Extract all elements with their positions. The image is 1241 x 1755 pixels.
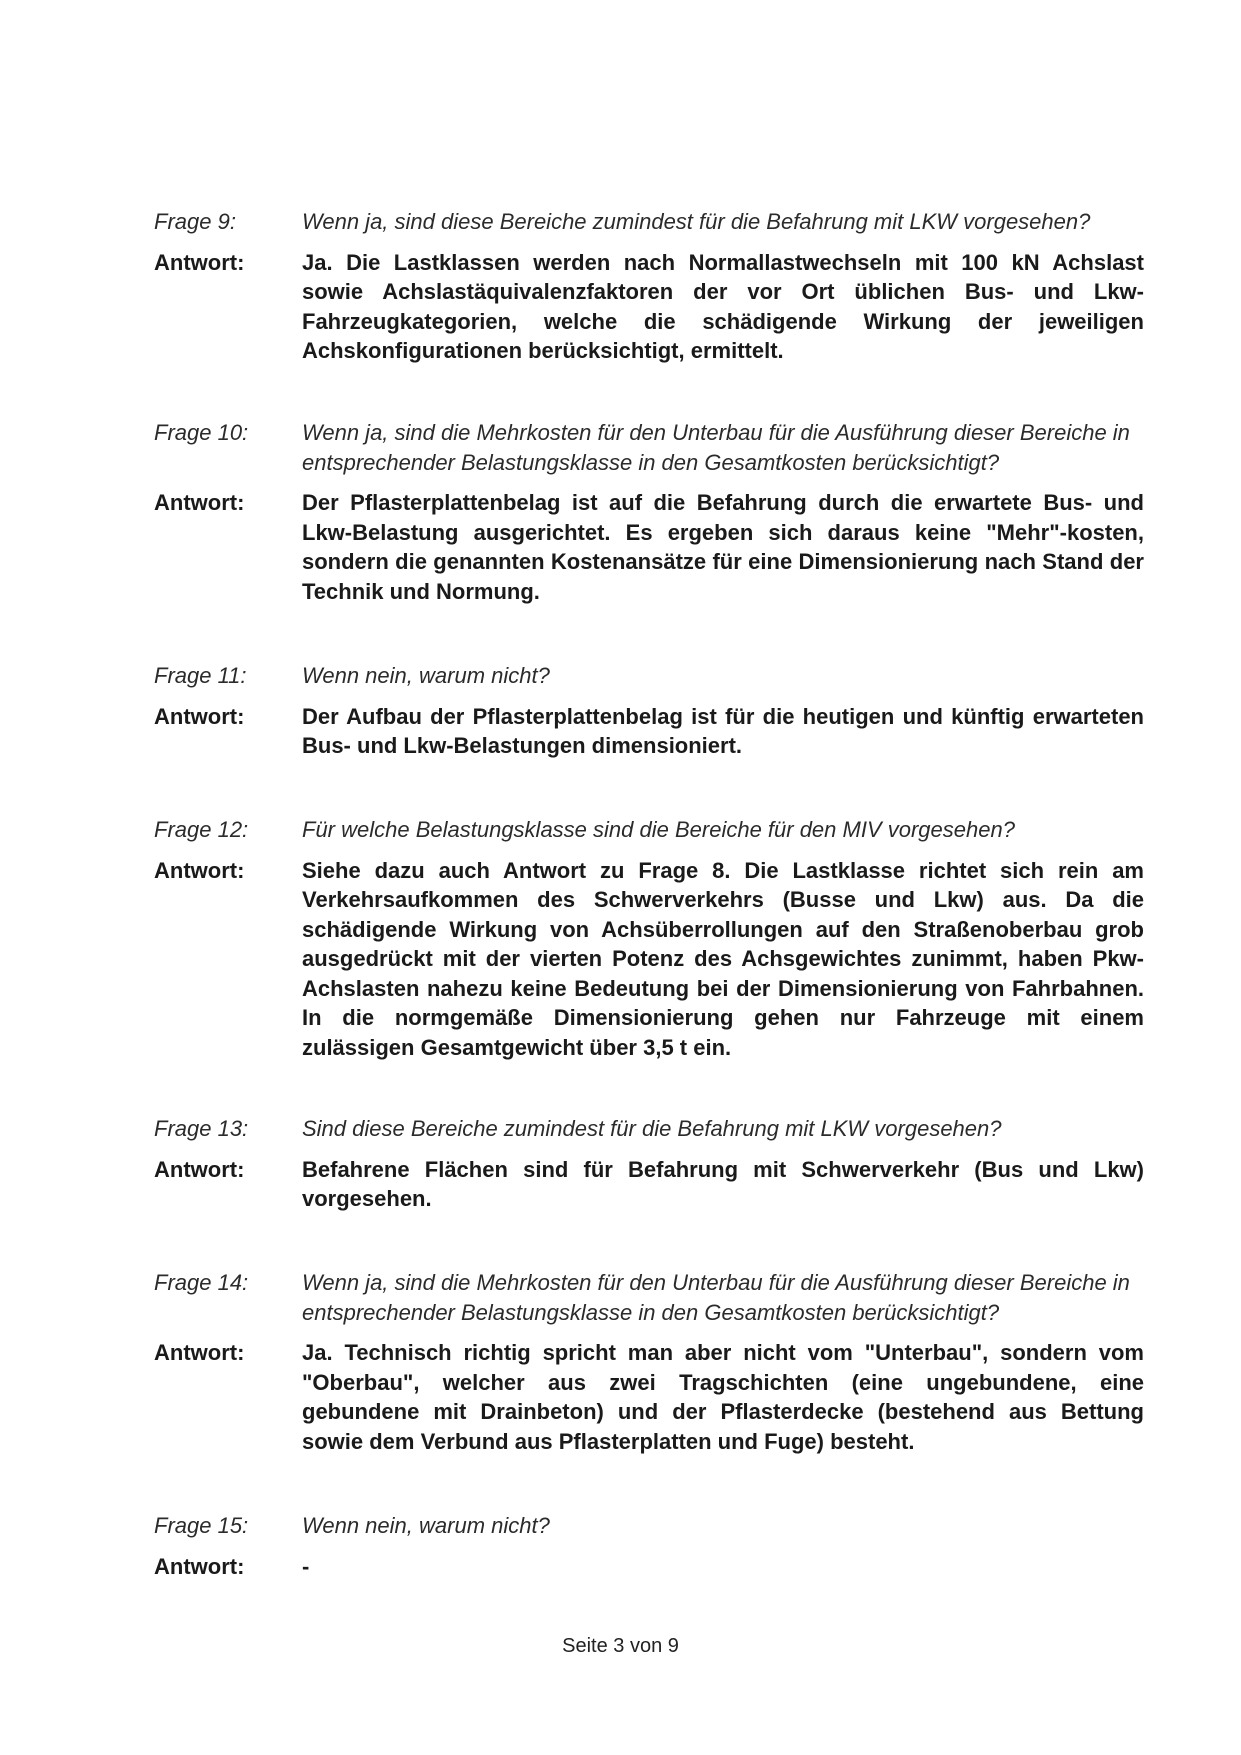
qa-block-frage-12 (154, 815, 1144, 1062)
question-label: Frage 14: (154, 1270, 249, 1295)
answer-text: Befahrene Flächen sind für Befahrung mit Schwerverkehr (Bus und Lkw) vorgesehen. (302, 1156, 1144, 1211)
answer-label: Antwort: (154, 1156, 245, 1182)
qa-block-frage-10 (154, 418, 1144, 606)
question-row (154, 1511, 1144, 1541)
answer-row (154, 1338, 1144, 1456)
question-text: Wenn ja, sind die Mehrkosten für den Unterbau für die Ausführung dieser Bereiche in entsprechender Belastungsklasse in den Gesamtkosten berücksichtigt? (302, 420, 1130, 475)
question-row (154, 661, 1144, 691)
answer-label: Antwort: (154, 703, 245, 729)
answer-row (154, 856, 1144, 1063)
question-row (154, 418, 1144, 477)
question-label: Frage 9: (154, 209, 236, 234)
qa-block-frage-14 (154, 1268, 1144, 1456)
answer-row (154, 1155, 1144, 1214)
question-row (154, 815, 1144, 845)
qa-block-frage-11 (154, 661, 1144, 761)
answer-row (154, 702, 1144, 761)
question-label: Frage 13: (154, 1116, 249, 1141)
answer-text: - (302, 1553, 310, 1579)
question-label: Frage 10: (154, 420, 249, 445)
page-number-footer: Seite 3 von 9 (562, 1635, 679, 1657)
answer-row (154, 248, 1144, 366)
answer-label: Antwort: (154, 1553, 245, 1579)
answer-text: Der Pflasterplattenbelag ist auf die Befahrung durch die erwartete Bus- und Lkw-Belastung ausgerichtet. Es ergeben sich daraus keine "Mehr"-kosten, sondern die genannten Kostenansätze für eine Dimensionierung nach Stand der Technik und Normung. (302, 490, 1144, 604)
answer-label: Antwort: (154, 857, 245, 883)
answer-row (154, 1552, 1144, 1582)
question-text: Wenn ja, sind die Mehrkosten für den Unterbau für die Ausführung dieser Bereiche in entsprechender Belastungsklasse in den Gesamtkosten berücksichtigt? (302, 1270, 1130, 1325)
qa-block-frage-9 (154, 207, 1144, 366)
question-row (154, 1114, 1144, 1144)
qa-block-frage-13 (154, 1114, 1144, 1214)
question-text: Wenn nein, warum nicht? (302, 1513, 550, 1538)
question-text: Wenn ja, sind diese Bereiche zumindest für die Befahrung mit LKW vorgesehen? (302, 209, 1091, 234)
question-label: Frage 12: (154, 817, 249, 842)
answer-text: Siehe dazu auch Antwort zu Frage 8. Die Lastklasse richtet sich rein am Verkehrsaufkommen des Schwerverkehrs (Busse und Lkw) aus. Da die schädigende Wirkung von Achsüberrollungen auf den Straßenoberbau grob ausgedrückt mit der vierten Potenz des Achsgewichtes zunimmt, haben Pkw-Achslasten nahezu keine Bedeutung bei der Dimensionierung von Fahrbahnen. In die normgemäße Dimensionierung gehen nur Fahrzeuge mit einem zulässigen Gesamtgewicht über 3,5 t ein. (302, 857, 1144, 1060)
answer-label: Antwort: (154, 490, 245, 515)
question-row (154, 1268, 1144, 1327)
question-text: Für welche Belastungsklasse sind die Bereiche für den MIV vorgesehen? (302, 817, 1015, 842)
question-row (154, 207, 1144, 237)
question-label: Frage 11: (154, 663, 247, 688)
answer-label: Antwort: (154, 1340, 245, 1365)
qa-block-frage-15 (154, 1511, 1144, 1581)
question-label: Frage 15: (154, 1513, 249, 1538)
answer-label: Antwort: (154, 249, 245, 275)
answer-text: Der Aufbau der Pflasterplattenbelag ist für die heutigen und künftig erwarteten Bus- und Lkw-Belastungen dimensioniert. (302, 703, 1144, 758)
answer-text: Ja. Die Lastklassen werden nach Normallastwechseln mit 100 kN Achslast sowie Achslastäquivalenzfaktoren der vor Ort üblichen Bus- und Lkw-Fahrzeugkategorien, welche die schädigende Wirkung der jeweiligen Achskonfigurationen berücksichtigt, ermittelt. (302, 249, 1144, 363)
answer-row (154, 488, 1144, 606)
answer-text: Ja. Technisch richtig spricht man aber nicht vom "Unterbau", sondern vom "Oberbau", welcher aus zwei Tragschichten (eine ungebundene, eine gebundene mit Drainbeton) und der Pflasterdecke (bestehend aus Bettung sowie dem Verbund aus Pflasterplatten und Fuge) besteht. (302, 1340, 1144, 1454)
question-text: Wenn nein, warum nicht? (302, 663, 550, 688)
question-text: Sind diese Bereiche zumindest für die Befahrung mit LKW vorgesehen? (302, 1116, 1002, 1141)
